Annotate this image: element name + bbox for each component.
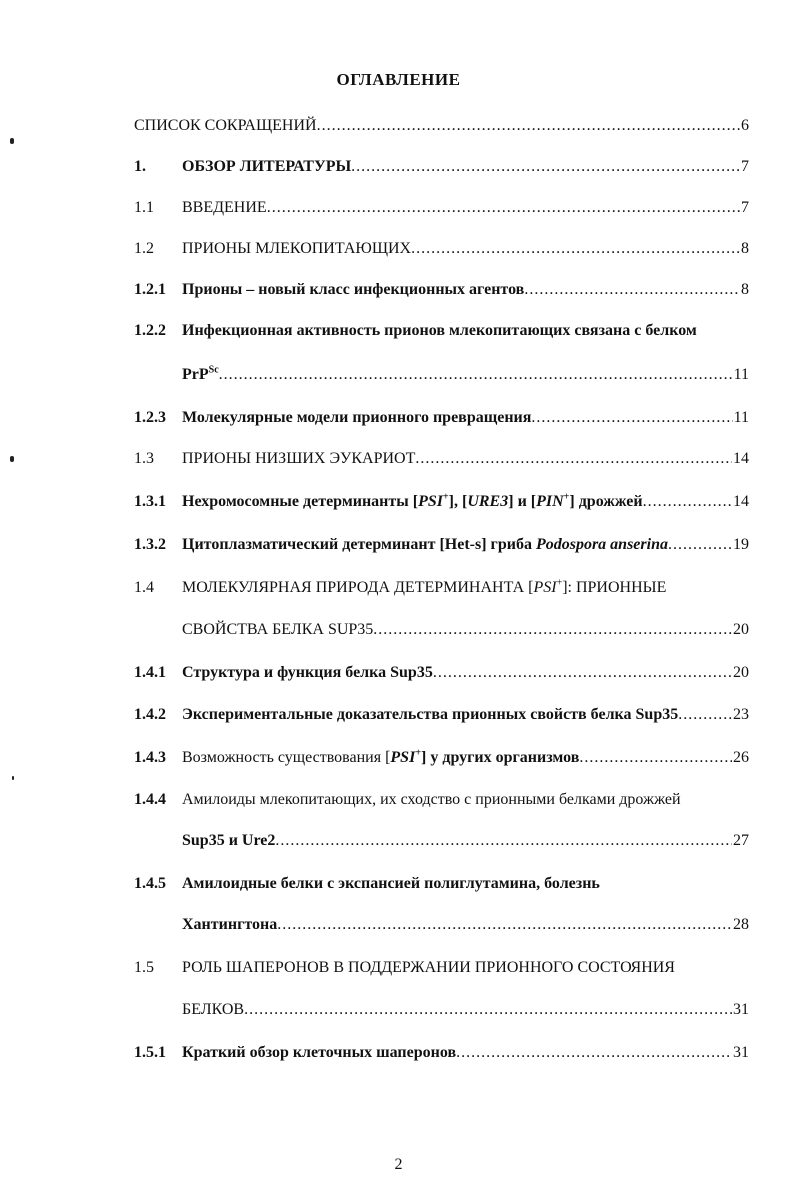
toc-entry xyxy=(134,489,749,515)
toc-entry-title: ОБЗОР ЛИТЕРАТУРЫ xyxy=(182,158,352,175)
toc-entry-number: 1.2.3 xyxy=(134,409,166,426)
toc-entry-title: Прионы – новый класс инфекционных агентов xyxy=(182,281,525,298)
dot-leader xyxy=(267,195,740,221)
toc-entry-title: Амилоидные белки с экспансией полиглутамина, болезнь xyxy=(182,875,600,892)
toc-entry xyxy=(134,318,749,344)
toc-entry-number: 1.4.3 xyxy=(134,749,166,766)
toc-page-number: 20 xyxy=(733,621,749,638)
toc-entry xyxy=(134,113,749,139)
dot-leader xyxy=(643,489,732,515)
toc-entry-title-cont: Sup35 и Ure2 xyxy=(182,832,276,849)
toc-page-number: 20 xyxy=(733,664,749,681)
toc-page-number: 6 xyxy=(741,117,749,134)
toc-entry-title: Нехромосомные детерминанты [PSI+], [URE3] и [PIN+] дрожжей xyxy=(182,491,643,510)
toc-entry xyxy=(134,195,749,221)
toc-entry-number: 1.5 xyxy=(134,959,154,976)
toc-entry-number: 1.4.2 xyxy=(134,706,166,723)
dot-leader xyxy=(456,1040,732,1066)
toc-entry-title: Экспериментальные доказательства прионных свойств белка Sup35 xyxy=(182,706,679,723)
toc-entry xyxy=(134,277,749,303)
toc-entry xyxy=(134,1040,749,1066)
toc-entry-title: Структура и функция белка Sup35 xyxy=(182,664,433,681)
toc-entry xyxy=(134,660,749,686)
toc-page-number: 19 xyxy=(733,536,749,553)
toc-entry-continuation xyxy=(134,997,749,1023)
toc-entry-number: 1.1 xyxy=(134,199,154,216)
toc-entry-continuation xyxy=(134,362,749,388)
dot-leader xyxy=(678,702,732,728)
dot-leader xyxy=(411,236,740,262)
toc-entry-number: 1.2.1 xyxy=(134,281,166,298)
toc-entry-number: 1.5.1 xyxy=(134,1044,166,1061)
toc-entry-title: Возможность существования [PSI+] у других организмов xyxy=(182,747,580,766)
toc-entry-continuation xyxy=(134,912,749,938)
dot-leader xyxy=(524,277,740,303)
toc-entry-number: 1.2 xyxy=(134,240,154,257)
toc-entry-title-cont: БЕЛКОВ xyxy=(182,1001,245,1018)
dot-leader xyxy=(275,828,732,854)
toc-page-number: 23 xyxy=(733,706,749,723)
toc-entry-title: ПРИОНЫ НИЗШИХ ЭУКАРИОТ xyxy=(182,450,416,467)
toc-page-number: 7 xyxy=(741,158,749,175)
toc-entry xyxy=(134,532,749,558)
toc-entry xyxy=(134,154,749,180)
toc-entry-title: ВВЕДЕНИЕ xyxy=(182,199,267,216)
dot-leader xyxy=(244,997,732,1023)
toc-entry-title: ПРИОНЫ МЛЕКОПИТАЮЩИХ xyxy=(182,240,412,257)
dot-leader xyxy=(277,912,732,938)
toc-entry-number: 1.4.1 xyxy=(134,664,166,681)
dot-leader xyxy=(351,154,740,180)
toc-page-number: 26 xyxy=(733,749,749,766)
page-number: 2 xyxy=(394,1156,403,1173)
dot-leader xyxy=(579,745,732,771)
toc-entry-continuation xyxy=(134,828,749,854)
toc-entry xyxy=(134,871,749,897)
dot-leader xyxy=(531,405,732,431)
toc-entry-title-cont: СВОЙСТВА БЕЛКА SUP35 xyxy=(182,621,374,638)
dot-leader xyxy=(668,532,732,558)
toc-page-number: 14 xyxy=(733,450,749,467)
toc-entry xyxy=(134,575,749,601)
toc-entry-number: 1.4.5 xyxy=(134,875,166,892)
toc-page-number: 31 xyxy=(733,1044,749,1061)
toc-entry-number: 1.3.2 xyxy=(134,536,166,553)
toc-entry-continuation xyxy=(134,617,749,643)
toc-entry-title: Молекулярные модели прионного превращения xyxy=(182,409,532,426)
toc-entry xyxy=(134,702,749,728)
toc-entry xyxy=(134,745,749,771)
dot-leader xyxy=(317,113,740,139)
toc-page-number: 11 xyxy=(733,409,749,426)
toc-entry-number: 1. xyxy=(134,158,146,175)
scan-speck xyxy=(12,776,14,780)
toc-entry xyxy=(134,955,749,981)
toc-page-number: 28 xyxy=(733,916,749,933)
toc-page-number: 11 xyxy=(733,366,749,383)
toc-page-number: 8 xyxy=(741,281,749,298)
toc-page-number: 31 xyxy=(733,1001,749,1018)
toc-page-number: 8 xyxy=(741,240,749,257)
scan-speck xyxy=(10,138,14,144)
toc-entry-title: СПИСОК СОКРАЩЕНИЙ xyxy=(134,117,317,134)
toc-entry-number: 1.3.1 xyxy=(134,493,166,510)
toc-page-number: 7 xyxy=(741,199,749,216)
dot-leader xyxy=(219,362,733,388)
toc-entry-number: 1.4 xyxy=(134,579,154,596)
toc-entry-number: 1.2.2 xyxy=(134,322,166,339)
toc-page-number: 14 xyxy=(733,493,749,510)
dot-leader xyxy=(415,446,732,472)
toc-entry xyxy=(134,405,749,431)
toc-entry-title: МОЛЕКУЛЯРНАЯ ПРИРОДА ДЕТЕРМИНАНТА [PSI+]: ПРИОННЫЕ xyxy=(182,577,667,596)
toc-entry xyxy=(134,236,749,262)
toc-entry-title: Краткий обзор клеточных шаперонов xyxy=(182,1044,457,1061)
toc-entry-title-cont: Хантингтона xyxy=(182,916,278,933)
page-title: ОГЛАВЛЕНИЕ xyxy=(336,70,461,89)
dot-leader xyxy=(373,617,732,643)
toc-entry xyxy=(134,787,749,813)
toc-entry-title: Цитоплазматический детерминант [Het-s] гриба Podospora anserina xyxy=(182,536,668,553)
toc-entry-title: Амилоиды млекопитающих, их сходство с прионными белками дрожжей xyxy=(182,791,681,808)
toc-entry-number: 1.3 xyxy=(134,450,154,467)
toc-entry-title: РОЛЬ ШАПЕРОНОВ В ПОДДЕРЖАНИИ ПРИОННОГО СОСТОЯНИЯ xyxy=(182,959,675,976)
toc-page-number: 27 xyxy=(733,832,749,849)
scan-speck xyxy=(10,456,14,462)
toc-entry-title-cont: PrP$^{Sc}$ xyxy=(182,364,219,383)
toc-entry-number: 1.4.4 xyxy=(134,791,166,808)
toc-entry xyxy=(134,446,749,472)
dot-leader xyxy=(433,660,732,686)
toc-entry-title: Инфекционная активность прионов млекопитающих связана с белком xyxy=(182,322,697,339)
